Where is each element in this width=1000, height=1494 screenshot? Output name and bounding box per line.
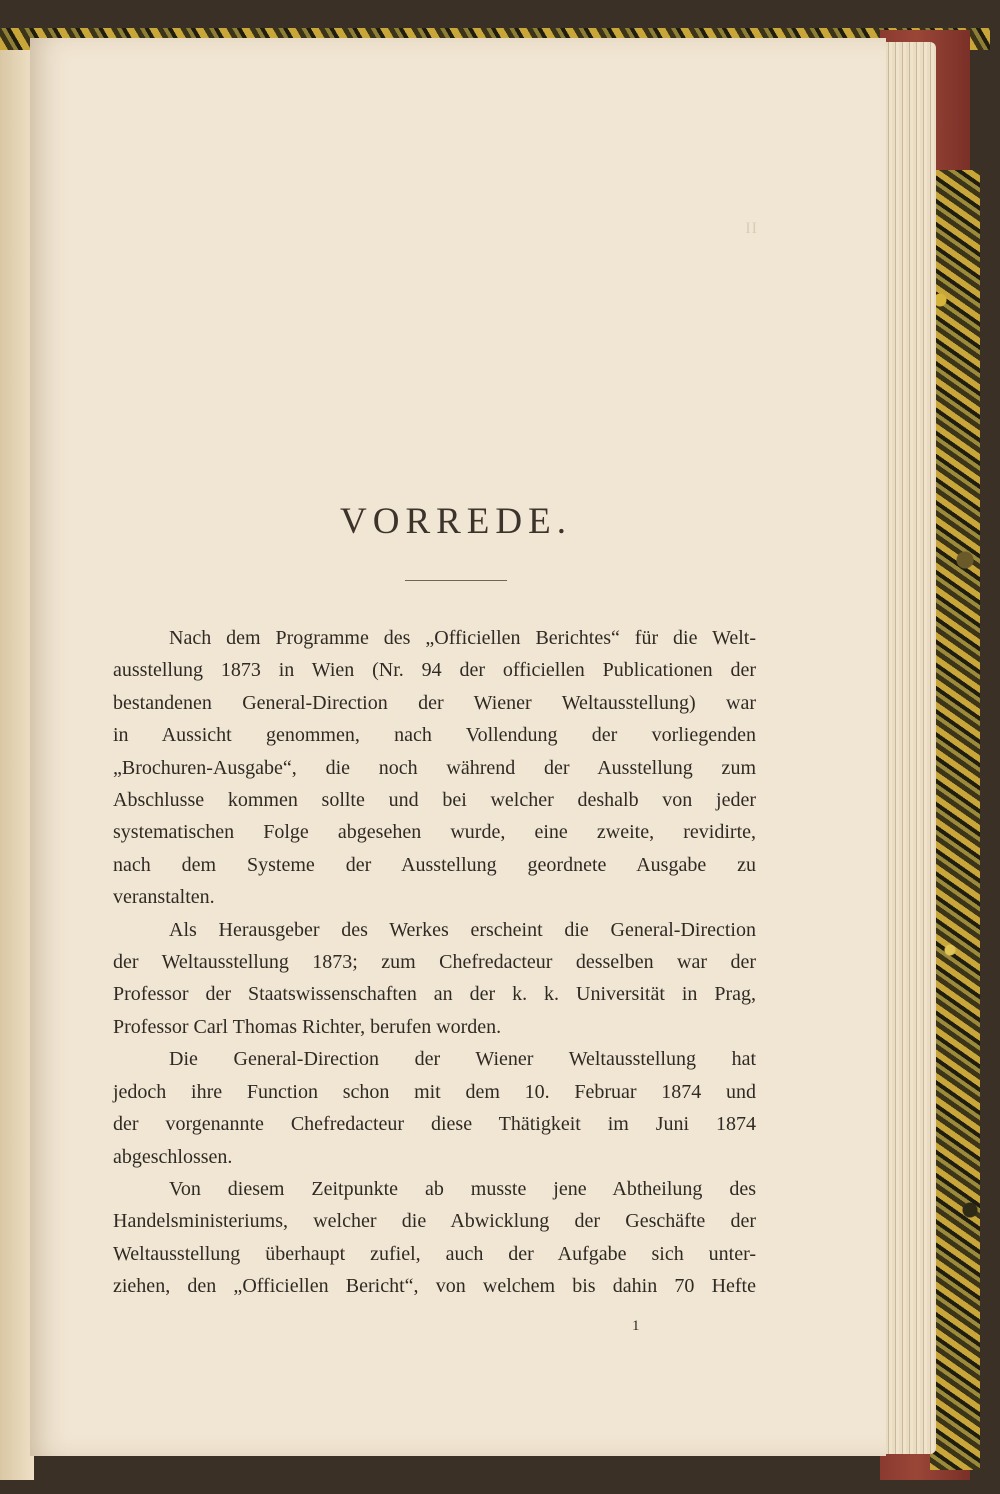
text-line: „Brochuren-Ausgabe“, die noch während der Ausstellung zum [113, 756, 756, 779]
text-line: Abschlusse kommen sollte und bei welcher deshalb von jeder [113, 789, 756, 812]
text-line: Als Herausgeber des Werkes erscheint die General-Direction [169, 918, 756, 941]
title-rule [405, 580, 507, 581]
text-line: Nach dem Programme des „Officiellen Berichtes“ für die Welt- [169, 627, 756, 649]
page-number: 1 [632, 1318, 640, 1334]
marbled-side-edge [930, 170, 980, 1470]
paragraph-4 [113, 1173, 756, 1303]
text-line: jedoch ihre Function schon mit dem 10. Februar 1874 und [113, 1080, 756, 1103]
text-line: Weltausstellung überhaupt zufiel, auch der Aufgabe sich unter- [113, 1242, 756, 1265]
text-line: der Weltausstellung 1873; zum Chefredacteur desselben war der [113, 951, 756, 974]
text-line: abgeschlossen. [113, 1145, 233, 1168]
text-line: in Aussicht genommen, nach Vollendung der vorliegenden [113, 724, 756, 747]
text-line: ausstellung 1873 in Wien (Nr. 94 der officiellen Publicationen der [113, 659, 756, 682]
paragraph-1 [113, 622, 756, 914]
body-text [113, 622, 756, 1303]
page-stack-edge [878, 42, 936, 1454]
book-page [30, 38, 886, 1456]
text-line: Handelsministeriums, welcher die Abwicklung der Geschäfte der [113, 1210, 756, 1233]
page-title: VORREDE. [340, 501, 572, 542]
text-line: Von diesem Zeitpunkte ab musste jene Abtheilung des [169, 1177, 756, 1200]
paragraph-2 [113, 914, 756, 1044]
text-line: systematischen Folge abgesehen wurde, eine zweite, revidirte, [113, 821, 756, 844]
text-line: der vorgenannte Chefredacteur diese Thätigkeit im Juni 1874 [113, 1113, 756, 1136]
text-line: Professor der Staatswissenschaften an der k. k. Universität in Prag, [113, 983, 756, 1006]
text-line: nach dem Systeme der Ausstellung geordnete Ausgabe zu [113, 853, 756, 876]
paragraph-3 [113, 1043, 756, 1173]
running-head: II [745, 220, 758, 237]
text-line: Die General-Direction der Wiener Weltausstellung hat [169, 1048, 756, 1071]
text-line: bestandenen General-Direction der Wiener Weltausstellung) war [113, 691, 756, 714]
text-line: ziehen, den „Officiellen Bericht“, von welchem bis dahin 70 Hefte [113, 1275, 756, 1298]
left-facing-page [0, 40, 34, 1480]
text-line: Professor Carl Thomas Richter, berufen worden. [113, 1015, 502, 1038]
text-line: veranstalten. [113, 886, 215, 909]
